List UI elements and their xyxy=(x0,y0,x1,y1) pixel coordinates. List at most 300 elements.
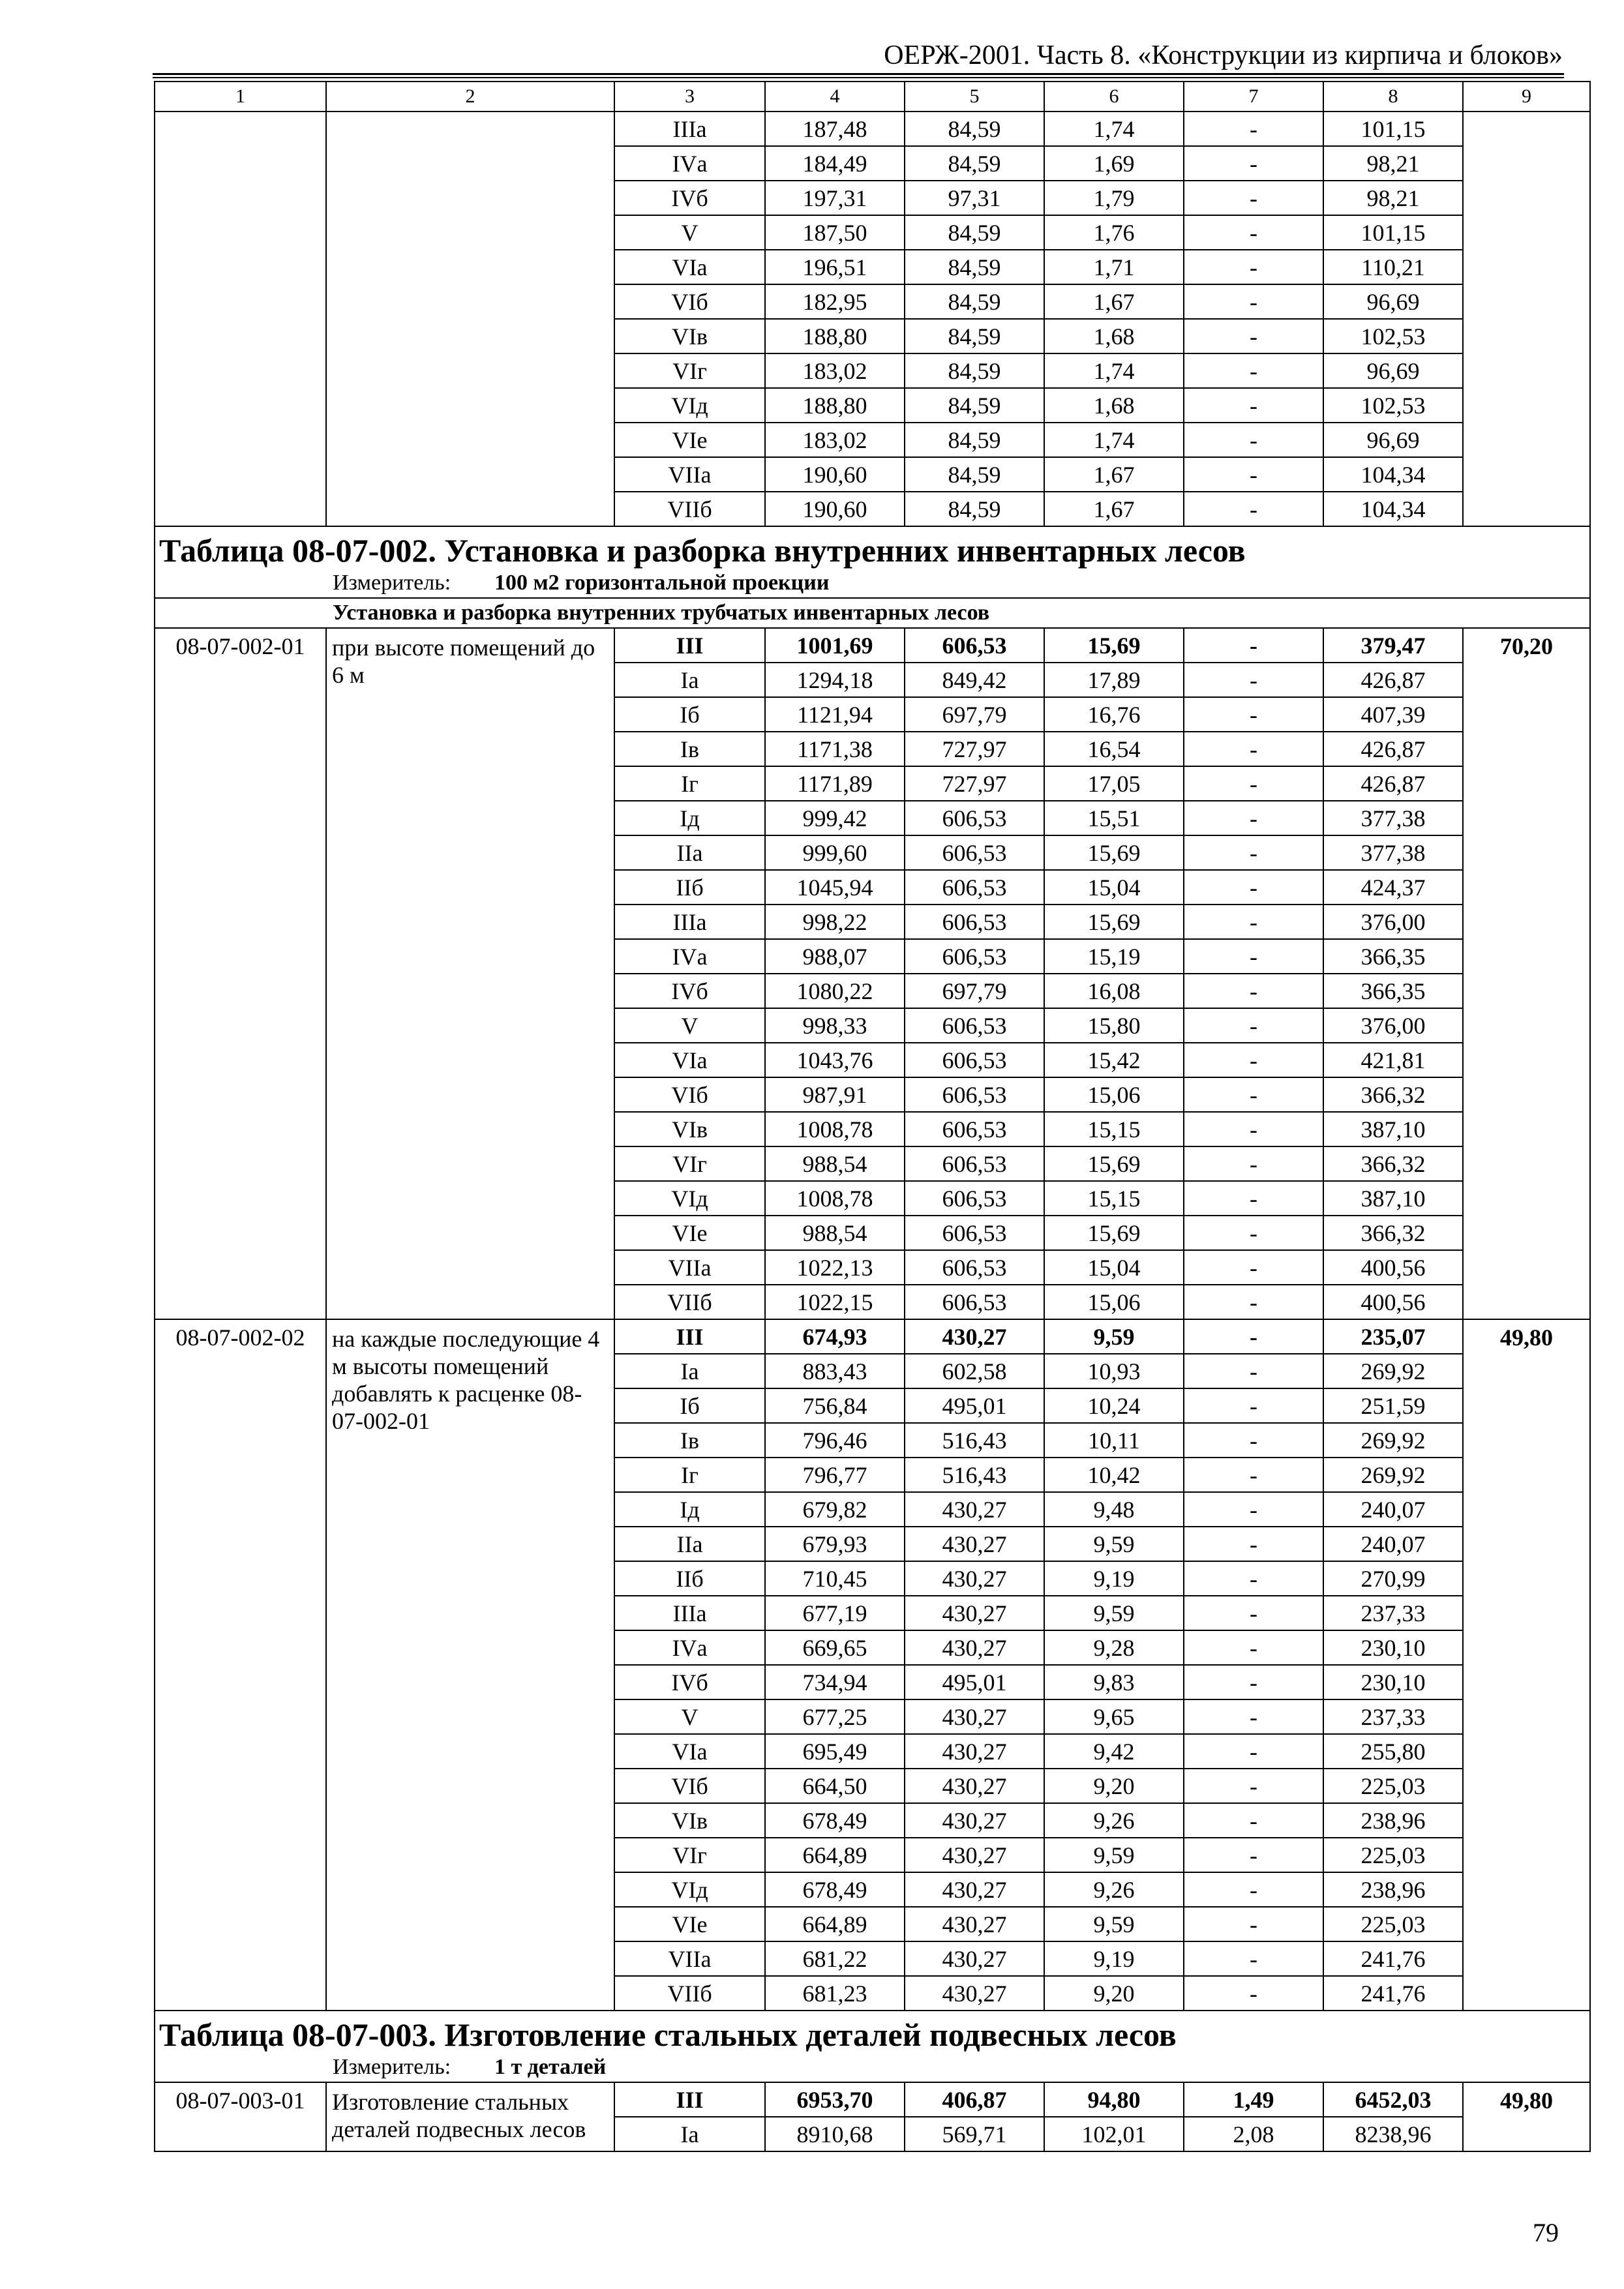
value-cell: 606,53 xyxy=(905,1285,1044,1319)
zone-cell: VIIб xyxy=(614,1285,765,1319)
measure-label: Измеритель: xyxy=(333,2055,451,2079)
value-cell: - xyxy=(1184,492,1323,526)
value-cell: - xyxy=(1184,1769,1323,1803)
value-cell: 796,77 xyxy=(765,1458,905,1492)
value-cell: 9,19 xyxy=(1044,1561,1184,1596)
value-cell: 15,15 xyxy=(1044,1181,1184,1216)
value-cell: 104,34 xyxy=(1323,457,1463,492)
value-cell: 255,80 xyxy=(1323,1734,1463,1769)
value-cell: 674,93 xyxy=(765,1319,905,1354)
value-cell: 664,50 xyxy=(765,1769,905,1803)
column-number: 9 xyxy=(1463,82,1590,112)
value-cell: 9,59 xyxy=(1044,1838,1184,1872)
value-cell: 190,60 xyxy=(765,492,905,526)
zone-cell: Iб xyxy=(614,697,765,732)
table-title: Таблица 08-07-003. Изготовление стальных деталей подвесных лесов xyxy=(155,2011,1590,2053)
table-title-row xyxy=(155,2011,1590,2053)
zone-cell: IVб xyxy=(614,1665,765,1699)
value-cell: - xyxy=(1184,1561,1323,1596)
rate-code: 08-07-002-01 xyxy=(155,628,326,1319)
value-cell: 98,21 xyxy=(1323,181,1463,215)
value-cell: 606,53 xyxy=(905,1181,1044,1216)
value-cell: 606,53 xyxy=(905,1112,1044,1146)
value-cell: 251,59 xyxy=(1323,1388,1463,1423)
value-cell: 1,74 xyxy=(1044,112,1184,146)
value-cell: - xyxy=(1184,835,1323,870)
value-cell: 1,67 xyxy=(1044,457,1184,492)
value-cell: 999,42 xyxy=(765,801,905,835)
value-cell: - xyxy=(1184,1354,1323,1388)
value-cell: - xyxy=(1184,1388,1323,1423)
value-cell: 6452,03 xyxy=(1323,2082,1463,2117)
value-cell: 15,69 xyxy=(1044,905,1184,939)
value-cell: - xyxy=(1184,1872,1323,1907)
value-cell: 606,53 xyxy=(905,1146,1044,1181)
rate-code: 08-07-003-01 xyxy=(155,2082,326,2151)
labor-cost-cell: 49,80 xyxy=(1463,2082,1590,2151)
value-cell: 9,19 xyxy=(1044,1941,1184,1976)
zone-cell: V xyxy=(614,1008,765,1043)
labor-cost-cell xyxy=(1463,112,1590,526)
value-cell: - xyxy=(1184,1907,1323,1941)
value-cell: 387,10 xyxy=(1323,1112,1463,1146)
value-cell: 379,47 xyxy=(1323,628,1463,663)
value-cell: 230,10 xyxy=(1323,1665,1463,1699)
value-cell: 430,27 xyxy=(905,1941,1044,1976)
value-cell: 84,59 xyxy=(905,492,1044,526)
zone-cell: VIб xyxy=(614,1077,765,1112)
rate-code: 08-07-002-02 xyxy=(155,1319,326,2011)
value-cell: 1,68 xyxy=(1044,388,1184,423)
value-cell: 241,76 xyxy=(1323,1976,1463,2011)
value-cell: - xyxy=(1184,1596,1323,1630)
value-cell: 84,59 xyxy=(905,250,1044,284)
table-row xyxy=(155,1319,1590,1354)
value-cell: 225,03 xyxy=(1323,1769,1463,1803)
zone-cell: VIв xyxy=(614,1112,765,1146)
value-cell: 16,08 xyxy=(1044,974,1184,1008)
value-cell: - xyxy=(1184,801,1323,835)
value-cell: 197,31 xyxy=(765,181,905,215)
value-cell: 238,96 xyxy=(1323,1872,1463,1907)
value-cell: - xyxy=(1184,250,1323,284)
zone-cell: VIа xyxy=(614,1043,765,1077)
zone-cell: V xyxy=(614,215,765,250)
value-cell: 84,59 xyxy=(905,112,1044,146)
value-cell: 664,89 xyxy=(765,1838,905,1872)
value-cell: - xyxy=(1184,697,1323,732)
value-cell: 988,54 xyxy=(765,1146,905,1181)
value-cell: 102,01 xyxy=(1044,2117,1184,2151)
value-cell: 421,81 xyxy=(1323,1043,1463,1077)
rate-description: при высоте помещений до 6 м xyxy=(326,628,614,1319)
value-cell: 225,03 xyxy=(1323,1838,1463,1872)
value-cell: 366,35 xyxy=(1323,939,1463,974)
value-cell: 9,42 xyxy=(1044,1734,1184,1769)
zone-cell: IIб xyxy=(614,870,765,905)
value-cell: 1294,18 xyxy=(765,663,905,697)
value-cell: 606,53 xyxy=(905,939,1044,974)
value-cell: 1,68 xyxy=(1044,319,1184,353)
value-cell: 426,87 xyxy=(1323,663,1463,697)
zone-cell: VIIб xyxy=(614,1976,765,2011)
value-cell: 366,32 xyxy=(1323,1216,1463,1250)
measure-value: 1 т деталей xyxy=(494,2055,607,2079)
value-cell: 430,27 xyxy=(905,1561,1044,1596)
rate-description: на каждые последующие 4 м высоты помещений добавлять к расценке 08-07-002-01 xyxy=(326,1319,614,2011)
value-cell: - xyxy=(1184,1146,1323,1181)
value-cell: 183,02 xyxy=(765,423,905,457)
value-cell: 6953,70 xyxy=(765,2082,905,2117)
value-cell: 681,22 xyxy=(765,1941,905,1976)
value-cell: 400,56 xyxy=(1323,1250,1463,1285)
zone-cell: VIб xyxy=(614,1769,765,1803)
value-cell: 516,43 xyxy=(905,1423,1044,1458)
value-cell: - xyxy=(1184,1423,1323,1458)
zone-cell: IIIа xyxy=(614,112,765,146)
value-cell: 9,20 xyxy=(1044,1769,1184,1803)
zone-cell: VIе xyxy=(614,1216,765,1250)
zone-cell: Iа xyxy=(614,1354,765,1388)
measure-row xyxy=(155,2053,1590,2082)
column-number: 3 xyxy=(614,82,765,112)
value-cell: 430,27 xyxy=(905,1699,1044,1734)
value-cell: - xyxy=(1184,1941,1323,1976)
measure-cell xyxy=(155,569,1590,598)
value-cell: 606,53 xyxy=(905,1043,1044,1077)
value-cell: 84,59 xyxy=(905,388,1044,423)
zone-cell: VIе xyxy=(614,423,765,457)
value-cell: 387,10 xyxy=(1323,1181,1463,1216)
value-cell: 430,27 xyxy=(905,1596,1044,1630)
zone-cell: IIб xyxy=(614,1561,765,1596)
value-cell: 1045,94 xyxy=(765,870,905,905)
value-cell: 495,01 xyxy=(905,1665,1044,1699)
value-cell: 1,67 xyxy=(1044,492,1184,526)
zone-cell: VIг xyxy=(614,1146,765,1181)
value-cell: 1,74 xyxy=(1044,353,1184,388)
value-cell: 96,69 xyxy=(1323,353,1463,388)
value-cell: 84,59 xyxy=(905,319,1044,353)
zone-cell: IVб xyxy=(614,974,765,1008)
value-cell: 430,27 xyxy=(905,1527,1044,1561)
value-cell: - xyxy=(1184,628,1323,663)
value-cell: 849,42 xyxy=(905,663,1044,697)
value-cell: 606,53 xyxy=(905,870,1044,905)
page-number: 79 xyxy=(1533,2218,1559,2247)
value-cell: - xyxy=(1184,1008,1323,1043)
value-cell: 1,79 xyxy=(1044,181,1184,215)
value-cell: 999,60 xyxy=(765,835,905,870)
value-cell: 606,53 xyxy=(905,835,1044,870)
value-cell: 15,06 xyxy=(1044,1285,1184,1319)
value-cell: 9,28 xyxy=(1044,1630,1184,1665)
value-cell: 84,59 xyxy=(905,284,1044,319)
zone-cell: VIIа xyxy=(614,1250,765,1285)
value-cell: 681,23 xyxy=(765,1976,905,2011)
labor-cost-cell: 70,20 xyxy=(1463,628,1590,1319)
value-cell: 883,43 xyxy=(765,1354,905,1388)
value-cell: 110,21 xyxy=(1323,250,1463,284)
value-cell: - xyxy=(1184,1665,1323,1699)
value-cell: 1,74 xyxy=(1044,423,1184,457)
value-cell: 15,15 xyxy=(1044,1112,1184,1146)
value-cell: 734,94 xyxy=(765,1665,905,1699)
zone-cell: Iа xyxy=(614,663,765,697)
value-cell: 10,42 xyxy=(1044,1458,1184,1492)
value-cell: 366,35 xyxy=(1323,974,1463,1008)
zone-cell: VIд xyxy=(614,1181,765,1216)
zone-cell: IIIа xyxy=(614,905,765,939)
header-rule-thin xyxy=(153,77,1564,78)
value-cell: 15,69 xyxy=(1044,835,1184,870)
zone-cell: IIа xyxy=(614,1527,765,1561)
value-cell: 1,69 xyxy=(1044,146,1184,181)
value-cell: 1121,94 xyxy=(765,697,905,732)
value-cell: 1,76 xyxy=(1044,215,1184,250)
value-cell: 84,59 xyxy=(905,353,1044,388)
rate-description xyxy=(326,112,614,526)
value-cell: 188,80 xyxy=(765,319,905,353)
value-cell: 376,00 xyxy=(1323,1008,1463,1043)
value-cell: - xyxy=(1184,284,1323,319)
table-title-row xyxy=(155,526,1590,569)
value-cell: - xyxy=(1184,1250,1323,1285)
table-row xyxy=(155,2082,1590,2117)
value-cell: 15,19 xyxy=(1044,939,1184,974)
value-cell: 15,04 xyxy=(1044,1250,1184,1285)
value-cell: 495,01 xyxy=(905,1388,1044,1423)
value-cell: 664,89 xyxy=(765,1907,905,1941)
value-cell: - xyxy=(1184,319,1323,353)
value-cell: - xyxy=(1184,939,1323,974)
value-cell: 15,69 xyxy=(1044,1146,1184,1181)
value-cell: 430,27 xyxy=(905,1734,1044,1769)
value-cell: 15,06 xyxy=(1044,1077,1184,1112)
value-cell: 796,46 xyxy=(765,1423,905,1458)
zone-cell: VIв xyxy=(614,319,765,353)
value-cell: 430,27 xyxy=(905,1769,1044,1803)
value-cell: - xyxy=(1184,1319,1323,1354)
zone-cell: VIа xyxy=(614,250,765,284)
value-cell: 406,87 xyxy=(905,2082,1044,2117)
value-cell: 102,53 xyxy=(1323,388,1463,423)
value-cell: 269,92 xyxy=(1323,1458,1463,1492)
value-cell: 426,87 xyxy=(1323,766,1463,801)
value-cell: 238,96 xyxy=(1323,1803,1463,1838)
value-cell: 602,58 xyxy=(905,1354,1044,1388)
zone-cell: IVа xyxy=(614,146,765,181)
value-cell: 17,89 xyxy=(1044,663,1184,697)
value-cell: 15,42 xyxy=(1044,1043,1184,1077)
zone-cell: IVа xyxy=(614,1630,765,1665)
zone-cell: Iг xyxy=(614,766,765,801)
value-cell: 9,65 xyxy=(1044,1699,1184,1734)
value-cell: 606,53 xyxy=(905,801,1044,835)
value-cell: 9,59 xyxy=(1044,1527,1184,1561)
value-cell: 377,38 xyxy=(1323,835,1463,870)
value-cell: 17,05 xyxy=(1044,766,1184,801)
column-number: 7 xyxy=(1184,82,1323,112)
value-cell: 430,27 xyxy=(905,1907,1044,1941)
value-cell: - xyxy=(1184,1838,1323,1872)
value-cell: - xyxy=(1184,1043,1323,1077)
value-cell: 1171,38 xyxy=(765,732,905,766)
value-cell: - xyxy=(1184,457,1323,492)
column-number-row xyxy=(155,82,1590,112)
value-cell: 9,26 xyxy=(1044,1872,1184,1907)
zone-cell: V xyxy=(614,1699,765,1734)
column-number: 2 xyxy=(326,82,614,112)
value-cell: 998,33 xyxy=(765,1008,905,1043)
zone-cell: Iб xyxy=(614,1388,765,1423)
value-cell: 430,27 xyxy=(905,1803,1044,1838)
value-cell: 677,19 xyxy=(765,1596,905,1630)
value-cell: 426,87 xyxy=(1323,732,1463,766)
value-cell: - xyxy=(1184,423,1323,457)
value-cell: 240,07 xyxy=(1323,1492,1463,1527)
value-cell: 1,67 xyxy=(1044,284,1184,319)
value-cell: 84,59 xyxy=(905,457,1044,492)
value-cell: 84,59 xyxy=(905,146,1044,181)
value-cell: 9,59 xyxy=(1044,1596,1184,1630)
value-cell: 697,79 xyxy=(905,974,1044,1008)
zone-cell: VIб xyxy=(614,284,765,319)
value-cell: 8238,96 xyxy=(1323,2117,1463,2151)
value-cell: 606,53 xyxy=(905,1077,1044,1112)
value-cell: 9,26 xyxy=(1044,1803,1184,1838)
value-cell: - xyxy=(1184,1734,1323,1769)
column-number: 6 xyxy=(1044,82,1184,112)
value-cell: 10,24 xyxy=(1044,1388,1184,1423)
value-cell: 240,07 xyxy=(1323,1527,1463,1561)
value-cell: 230,10 xyxy=(1323,1630,1463,1665)
column-number: 5 xyxy=(905,82,1044,112)
measure-label: Измеритель: xyxy=(333,571,451,595)
labor-cost-cell: 49,80 xyxy=(1463,1319,1590,2011)
value-cell: 987,91 xyxy=(765,1077,905,1112)
value-cell: 430,27 xyxy=(905,1872,1044,1907)
value-cell: 430,27 xyxy=(905,1838,1044,1872)
value-cell: 606,53 xyxy=(905,628,1044,663)
value-cell: 10,11 xyxy=(1044,1423,1184,1458)
value-cell: - xyxy=(1184,1216,1323,1250)
value-cell: 569,71 xyxy=(905,2117,1044,2151)
value-cell: 1171,89 xyxy=(765,766,905,801)
value-cell: 1,71 xyxy=(1044,250,1184,284)
value-cell: - xyxy=(1184,1976,1323,2011)
value-cell: 988,54 xyxy=(765,1216,905,1250)
value-cell: - xyxy=(1184,353,1323,388)
value-cell: 430,27 xyxy=(905,1630,1044,1665)
header-rule xyxy=(153,73,1564,75)
value-cell: 10,93 xyxy=(1044,1354,1184,1388)
value-cell: - xyxy=(1184,388,1323,423)
zone-cell: IVб xyxy=(614,181,765,215)
zone-cell: IIа xyxy=(614,835,765,870)
value-cell: 9,20 xyxy=(1044,1976,1184,2011)
value-cell: 695,49 xyxy=(765,1734,905,1769)
value-cell: 1001,69 xyxy=(765,628,905,663)
value-cell: 516,43 xyxy=(905,1458,1044,1492)
value-cell: 606,53 xyxy=(905,1008,1044,1043)
value-cell: 727,97 xyxy=(905,732,1044,766)
value-cell: - xyxy=(1184,181,1323,215)
zone-cell: III xyxy=(614,1319,765,1354)
value-cell: - xyxy=(1184,1077,1323,1112)
value-cell: - xyxy=(1184,112,1323,146)
value-cell: 678,49 xyxy=(765,1872,905,1907)
value-cell: - xyxy=(1184,1181,1323,1216)
subheading-row xyxy=(155,598,1590,628)
section-subheading: Установка и разборка внутренних трубчатых инвентарных лесов xyxy=(155,598,1590,628)
value-cell: - xyxy=(1184,1112,1323,1146)
value-cell: 101,15 xyxy=(1323,112,1463,146)
value-cell: 697,79 xyxy=(905,697,1044,732)
value-cell: 9,59 xyxy=(1044,1319,1184,1354)
value-cell: 377,38 xyxy=(1323,801,1463,835)
zone-cell: VIа xyxy=(614,1734,765,1769)
value-cell: 1080,22 xyxy=(765,974,905,1008)
value-cell: 96,69 xyxy=(1323,284,1463,319)
zone-cell: VIг xyxy=(614,1838,765,1872)
value-cell: - xyxy=(1184,215,1323,250)
value-cell: 84,59 xyxy=(905,215,1044,250)
value-cell: 98,21 xyxy=(1323,146,1463,181)
value-cell: 606,53 xyxy=(905,1250,1044,1285)
value-cell: - xyxy=(1184,1630,1323,1665)
measure-cell xyxy=(155,2053,1590,2082)
value-cell: - xyxy=(1184,870,1323,905)
value-cell: 679,82 xyxy=(765,1492,905,1527)
zone-cell: Iа xyxy=(614,2117,765,2151)
rate-code xyxy=(155,112,326,526)
zone-cell: III xyxy=(614,628,765,663)
zone-cell: VIв xyxy=(614,1803,765,1838)
value-cell: 1008,78 xyxy=(765,1112,905,1146)
value-cell: 15,04 xyxy=(1044,870,1184,905)
value-cell: 16,76 xyxy=(1044,697,1184,732)
value-cell: 1022,13 xyxy=(765,1250,905,1285)
zone-cell: Iд xyxy=(614,1492,765,1527)
value-cell: 269,92 xyxy=(1323,1354,1463,1388)
value-cell: 366,32 xyxy=(1323,1146,1463,1181)
zone-cell: Iв xyxy=(614,732,765,766)
value-cell: - xyxy=(1184,1527,1323,1561)
value-cell: 679,93 xyxy=(765,1527,905,1561)
value-cell: 8910,68 xyxy=(765,2117,905,2151)
value-cell: 430,27 xyxy=(905,1976,1044,2011)
value-cell: 366,32 xyxy=(1323,1077,1463,1112)
zone-cell: IIIа xyxy=(614,1596,765,1630)
zone-cell: VIIа xyxy=(614,457,765,492)
zone-cell: VIе xyxy=(614,1907,765,1941)
table-row xyxy=(155,112,1590,146)
value-cell: 84,59 xyxy=(905,423,1044,457)
value-cell: 196,51 xyxy=(765,250,905,284)
value-cell: 270,99 xyxy=(1323,1561,1463,1596)
zone-cell: III xyxy=(614,2082,765,2117)
value-cell: - xyxy=(1184,974,1323,1008)
column-number: 8 xyxy=(1323,82,1463,112)
value-cell: 269,92 xyxy=(1323,1423,1463,1458)
zone-cell: VIд xyxy=(614,388,765,423)
value-cell: 756,84 xyxy=(765,1388,905,1423)
zone-cell: Iв xyxy=(614,1423,765,1458)
value-cell: 237,33 xyxy=(1323,1596,1463,1630)
value-cell: 9,48 xyxy=(1044,1492,1184,1527)
value-cell: 988,07 xyxy=(765,939,905,974)
